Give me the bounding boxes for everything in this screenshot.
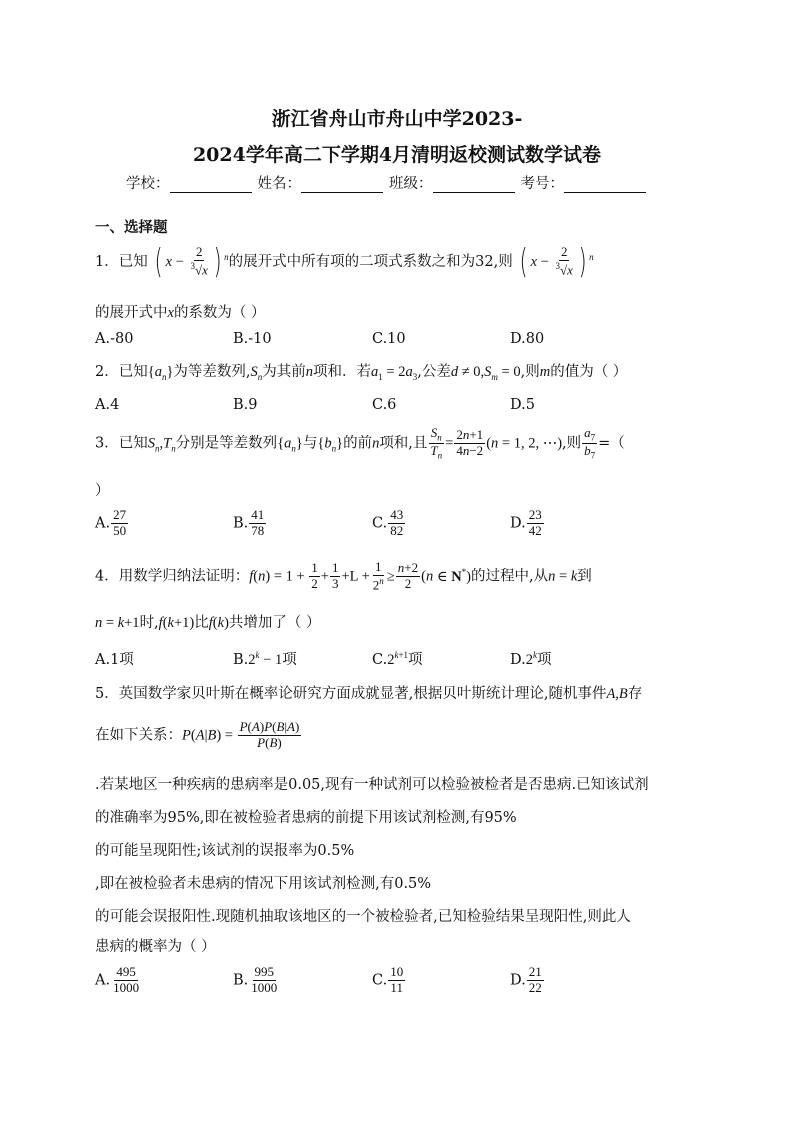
name-label: 姓名：: [257, 176, 301, 192]
question-5-line-5: 的可能呈现阳性;该试剂的误报率为0.5%: [95, 843, 355, 859]
question-5-line-3: .若某地区一种疾病的患病率是0.05,现有一种试剂可以检验被检者是否患病.已知该试剂: [95, 777, 649, 793]
name-field[interactable]: [301, 178, 383, 193]
option-b[interactable]: B. $\frac{995}{1000}$: [233, 964, 278, 995]
exam-number-field[interactable]: [564, 178, 646, 193]
school-field[interactable]: [170, 178, 252, 193]
question-number: 1．: [95, 254, 119, 270]
option-b[interactable]: B.-10: [233, 331, 272, 347]
binomial-expression-repeat: ( x − $\frac{2}{^3√x}$ ) $^n$: [519, 242, 594, 282]
option-b[interactable]: $B.2^k - 1$项: [233, 650, 297, 668]
question-3-close-paren: ）: [95, 483, 110, 499]
option-a[interactable]: A.1项: [95, 652, 134, 668]
option-c[interactable]: C.10: [372, 331, 406, 347]
question-5-line-7: 的可能会误报阳性.现随机抽取该地区的一个被检验者,已知检验结果呈现阳性,则此人: [95, 909, 631, 925]
option-b[interactable]: B. $\frac{41}{78}$: [233, 507, 265, 538]
question-5-line-4: 的准确率为95%,即在被检验者患病的前提下用该试剂检测,有95%: [95, 810, 517, 826]
question-1-line-2: 的展开式中x的系数为（ ）: [95, 305, 266, 321]
question-5-line-6: ,即在被检验者未患病的情况下用该试剂检测,有0.5%: [95, 876, 432, 892]
section-title: 一、选择题: [95, 219, 168, 236]
option-c[interactable]: C.6: [372, 397, 397, 413]
option-d[interactable]: D. $\frac{21}{22}$: [510, 964, 542, 995]
option-b[interactable]: B.9: [233, 397, 258, 413]
option-a[interactable]: A. $\frac{27}{50}$: [95, 507, 127, 538]
option-a[interactable]: A.4: [95, 397, 120, 413]
option-d[interactable]: D.80: [510, 331, 545, 347]
option-d[interactable]: D. $\frac{23}{42}$: [510, 507, 542, 538]
question-1-line-1: 1．已知 ( x − $\frac{2}{^3√x}$ ) $^n$的展开式中所有项的二项式系数之和为32,则 ( x − $\frac{2}{^3√x}$ ) $^n$: [95, 242, 594, 282]
option-c[interactable]: C. $\frac{10}{11}$: [372, 964, 404, 995]
question-number: 4．: [95, 568, 119, 585]
student-info-row: [126, 172, 652, 193]
page-title-line-1: 浙江省舟山市舟山中学2023-: [271, 108, 523, 130]
question-number: 2．: [95, 364, 119, 380]
question-number: 5．: [95, 686, 119, 702]
question-number: 3．: [95, 435, 119, 452]
question-2-stem: 2．已知$\{a_n\}$为等差数列$,S_n$为其前n项和．若$a_1 = 2a_3$,公差$d \ne 0,S_m = 0$,则m的值为（ ）: [95, 364, 628, 382]
school-label: 学校：: [126, 176, 170, 192]
option-c[interactable]: C. $\frac{43}{82}$: [372, 507, 404, 538]
bayes-formula: $\frac{P(A)P(B|A)}{P(B)}$: [239, 719, 300, 750]
exam-number-label: 考号：: [520, 176, 564, 192]
option-a[interactable]: A.-80: [95, 331, 134, 347]
question-5-line-1: 5．英国数学家贝叶斯在概率论研究方面成就显著,根据贝叶斯统计理论,随机事件A,B存: [95, 686, 643, 702]
question-5-line-2: 在如下关系：P(A|B) = $\frac{P(A)P(B|A)}{P(B)}$: [95, 719, 300, 750]
option-d[interactable]: D.2$^k$项: [510, 650, 552, 668]
class-label: 班级：: [389, 176, 433, 192]
option-c[interactable]: $C.2^{k+1}$项: [372, 650, 423, 668]
question-5-line-8: 患病的概率为（ ）: [95, 939, 216, 955]
option-d[interactable]: D.5: [510, 397, 535, 413]
page-title-line-2: 2024学年高二下学期4月清明返校测试数学试卷: [192, 144, 602, 166]
question-4-line-2: n = k+1时,f(k+1)比f(k)共增加了（ ）: [95, 615, 321, 631]
question-4-line-1: 4．用数学归纳法证明：f(n) = 1 + $\frac{1}{2}$ + $\frac{1}{3}$ +L + $\frac{1}{2^n}$ ≥ $\frac{n+2}{2}$ (n ∈ N*)的过程中,从n = k到: [95, 559, 592, 593]
binomial-expression: ( x − $\frac{2}{^3√x}$ ) $^n$: [154, 242, 229, 282]
question-3-stem: 3．已知$S_n,T_n$分别是等差数列$\{a_n\}$与$\{b_n\}$的前n项和,且 $\frac{S_n}{T_n}$ = $\frac{2n+1}{4n-2}$ (n = 1, 2, ⋯),则 $\frac{a_7}{b_7}$ =（: [95, 425, 625, 461]
class-field[interactable]: [433, 178, 515, 193]
option-a[interactable]: A. $\frac{495}{1000}$: [95, 964, 140, 995]
